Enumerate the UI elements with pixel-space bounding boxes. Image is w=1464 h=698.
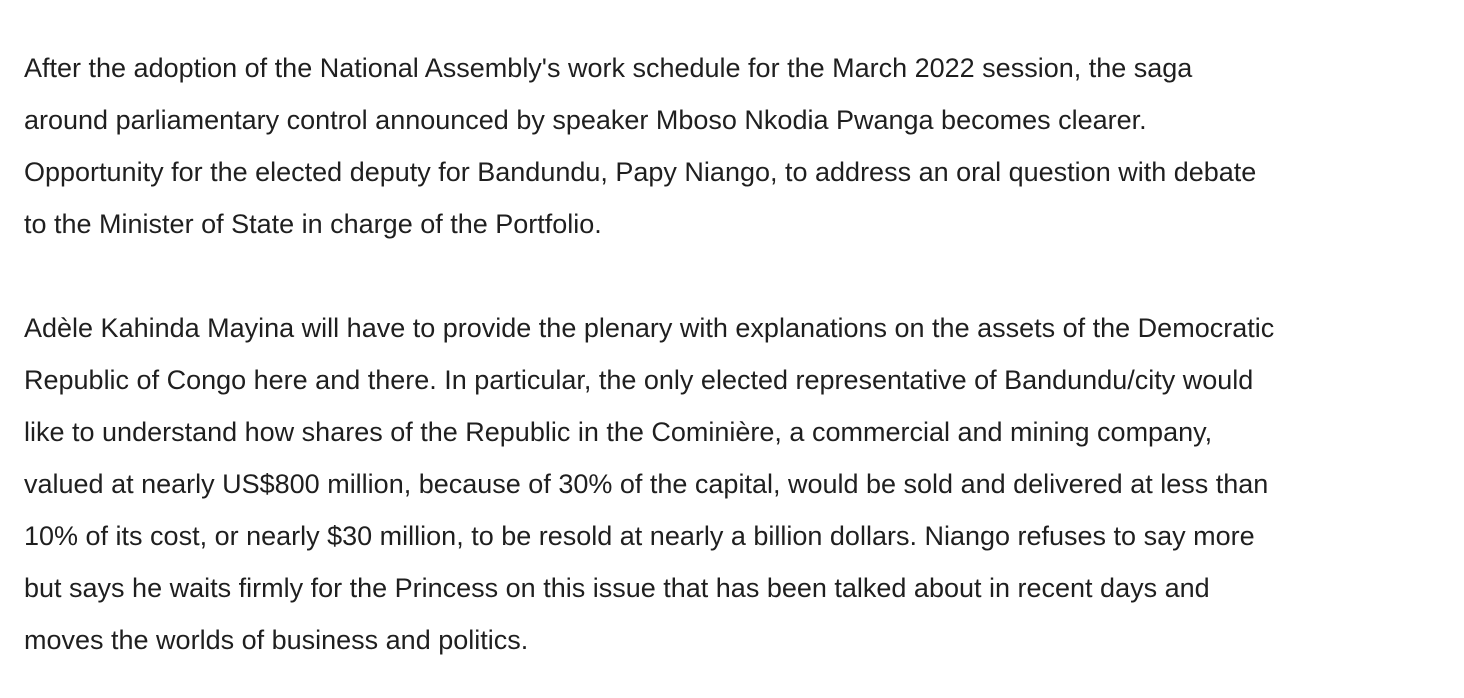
paragraph-2-line-7: moves the worlds of business and politics. (24, 625, 529, 655)
paragraph-2-line-5: 10% of its cost, or nearly $30 million, to be resold at nearly a billion dollars. Niango refuses to say more (24, 521, 1255, 551)
paragraph-2-line-6: but says he waits firmly for the Princess on this issue that has been talked about in recent days and (24, 573, 1210, 603)
paragraph-1-line-3: Opportunity for the elected deputy for Bandundu, Papy Niango, to address an oral question with debate (24, 157, 1257, 187)
paragraph-2-line-1: Adèle Kahinda Mayina will have to provide the plenary with explanations on the assets of the Democratic (24, 313, 1275, 343)
paragraph-2-line-3: like to understand how shares of the Republic in the Cominière, a commercial and mining company, (24, 417, 1213, 447)
paragraph-1-line-1: After the adoption of the National Assembly's work schedule for the March 2022 session, the saga (24, 53, 1193, 83)
paragraph-1-line-2: around parliamentary control announced by speaker Mboso Nkodia Pwanga becomes clearer. (24, 105, 1147, 135)
article-body (24, 42, 1448, 666)
paragraph-2-line-2: Republic of Congo here and there. In particular, the only elected representative of Bandundu/city would (24, 365, 1254, 395)
paragraph-1-line-4: to the Minister of State in charge of the Portfolio. (24, 209, 602, 239)
paragraph-1 (24, 42, 1448, 250)
paragraph-2 (24, 302, 1448, 666)
paragraph-2-line-4: valued at nearly US$800 million, because of 30% of the capital, would be sold and delivered at less than (24, 469, 1269, 499)
